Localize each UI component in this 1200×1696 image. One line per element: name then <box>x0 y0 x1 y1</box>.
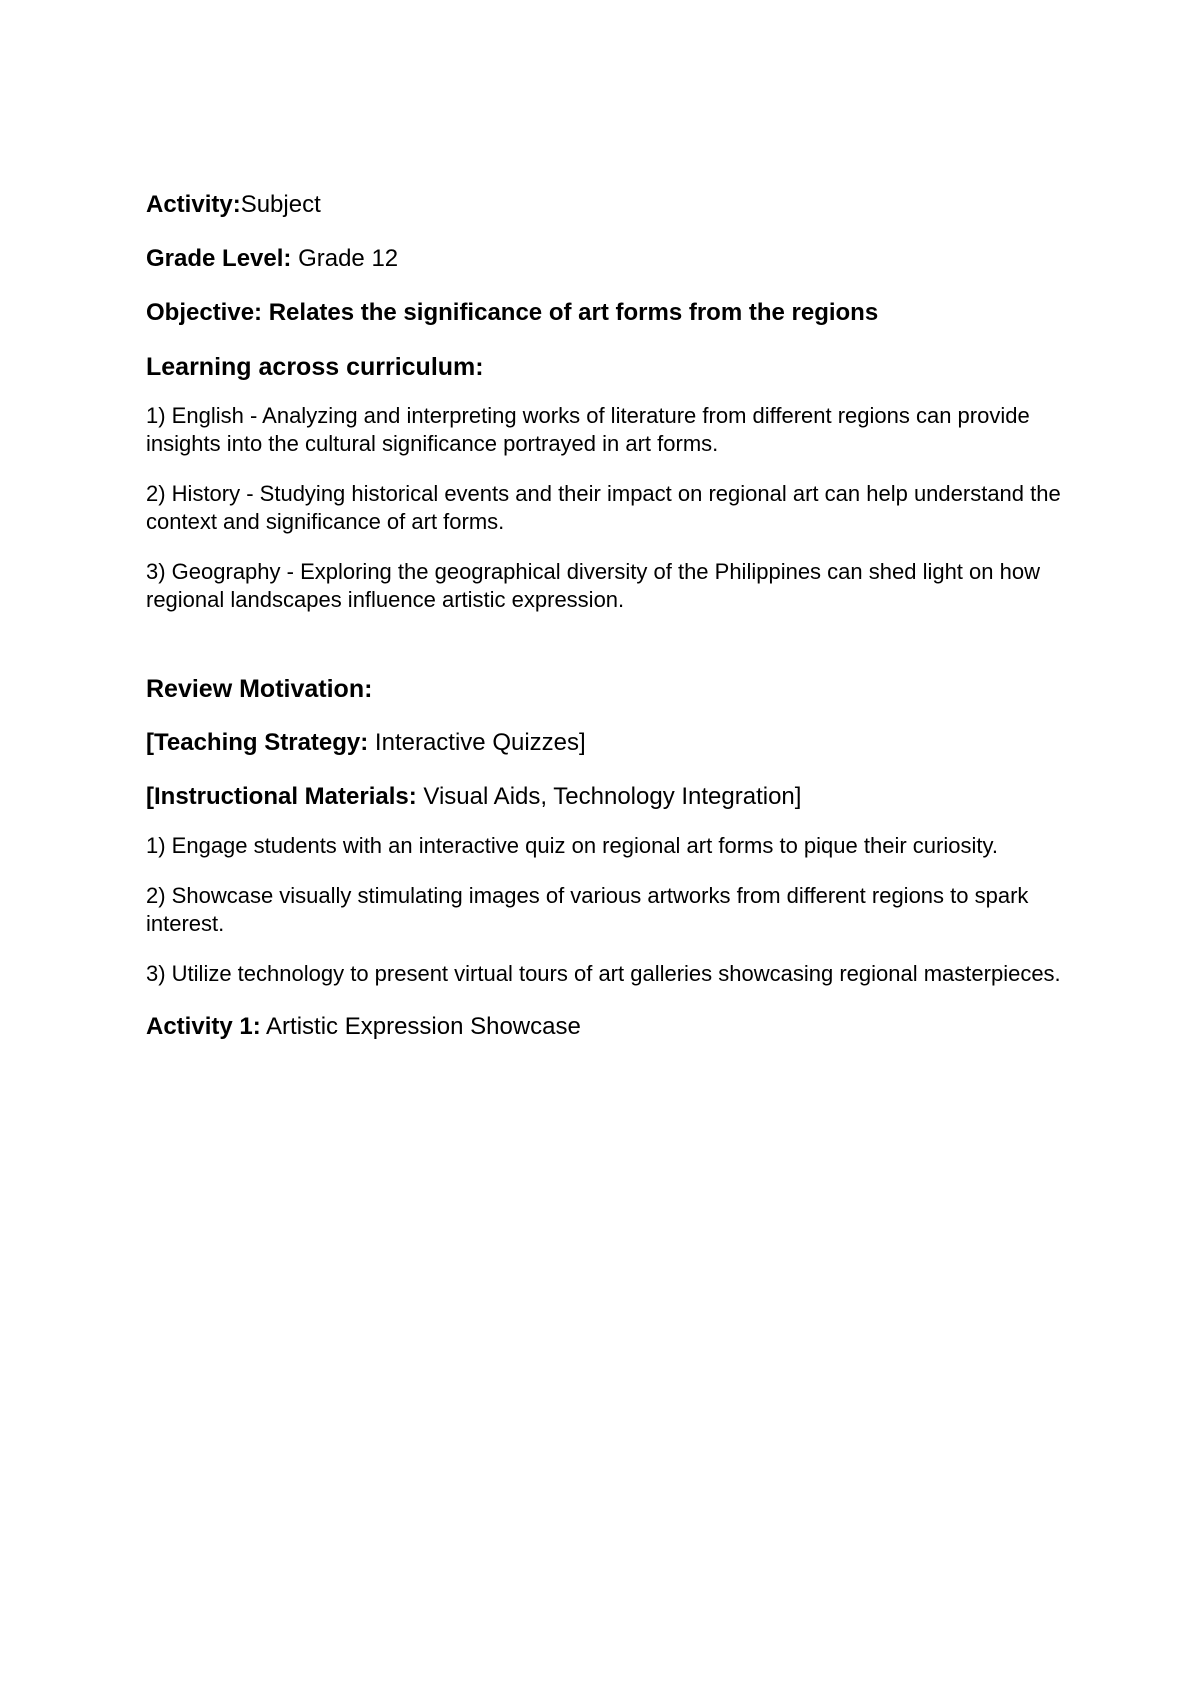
instructional-materials-value: Visual Aids, Technology Integration] <box>416 783 802 810</box>
learning-item-english: 1) English - Analyzing and interpreting works of literature from different regions can provide insights into the cultural significance portrayed in art forms. <box>146 403 1030 456</box>
motivation-item-images: 2) Showcase visually stimulating images of various artworks from different regions to spark interest. <box>146 883 1029 936</box>
learning-heading: Learning across curriculum: <box>146 353 484 381</box>
learning-item-geography: 3) Geography - Exploring the geographical diversity of the Philippines can shed light on how regional landscapes influence artistic expression. <box>146 559 1040 612</box>
teaching-strategy-line <box>146 728 1066 758</box>
activity-1-label: Activity 1: <box>146 1013 261 1040</box>
objective-value: Relates the significance of art forms from the regions <box>262 299 879 326</box>
objective-label: Objective: <box>146 299 263 326</box>
activity-line <box>146 190 1066 220</box>
document-content <box>146 190 1066 1042</box>
objective-line <box>146 298 1066 328</box>
teaching-strategy-label: Teaching Strategy: <box>154 729 369 756</box>
activity-label: Activity: <box>146 191 241 218</box>
learning-item-history: 2) History - Studying historical events and their impact on regional art can help understand the context and significance of art forms. <box>146 481 1061 534</box>
activity-1-line <box>146 1012 1066 1042</box>
teaching-strategy-value: Interactive Quizzes] <box>368 729 586 756</box>
instructional-materials-label: Instructional Materials: <box>154 783 417 810</box>
grade-level-label: Grade Level: <box>146 245 292 272</box>
review-motivation-heading: Review Motivation: <box>146 675 373 703</box>
instructional-materials-line <box>146 782 1066 812</box>
activity-1-value: Artistic Expression Showcase <box>260 1013 581 1040</box>
teaching-strategy-bracket: [ <box>146 729 154 756</box>
activity-value: Subject <box>240 191 321 218</box>
grade-level-value: Grade 12 <box>291 245 399 272</box>
motivation-item-quiz: 1) Engage students with an interactive quiz on regional art forms to pique their curiosity. <box>146 833 998 858</box>
grade-level-line <box>146 244 1066 274</box>
instructional-materials-bracket: [ <box>146 783 154 810</box>
motivation-item-virtual-tours: 3) Utilize technology to present virtual tours of art galleries showcasing regional masterpieces. <box>146 961 1061 986</box>
